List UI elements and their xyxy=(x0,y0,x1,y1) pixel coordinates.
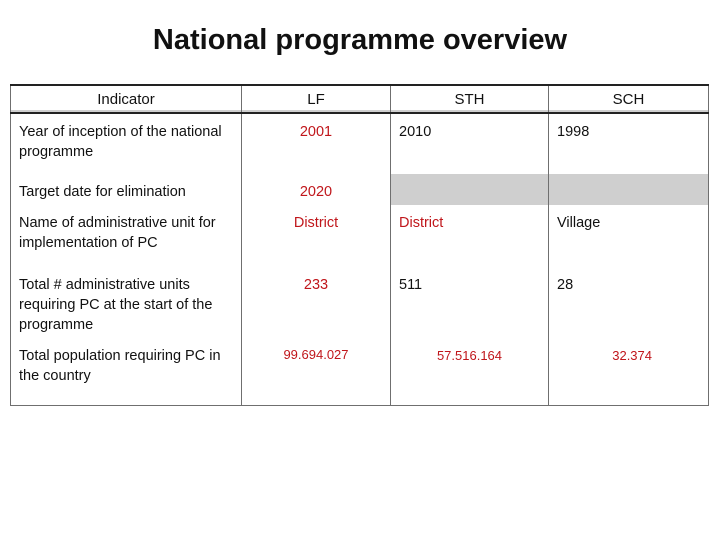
sch-cell: 32.374 xyxy=(549,338,709,405)
header-sch: SCH xyxy=(549,85,709,113)
sth-cell: 2010 xyxy=(391,113,549,174)
table-row xyxy=(11,338,709,405)
table-row xyxy=(11,174,709,205)
lf-cell: 2001 xyxy=(242,113,391,174)
table-row xyxy=(11,267,709,338)
table-row xyxy=(11,113,709,174)
lf-cell: 2020 xyxy=(242,174,391,205)
sth-cell: 511 xyxy=(391,267,549,338)
sth-cell-shaded xyxy=(391,174,549,205)
header-lf: LF xyxy=(242,85,391,113)
sth-cell: District xyxy=(391,205,549,267)
header-indicator: Indicator xyxy=(11,85,242,113)
sth-cell: 57.516.164 xyxy=(391,338,549,405)
indicator-cell: Year of inception of the national programme xyxy=(11,113,242,174)
indicator-cell: Total population requiring PC in the country xyxy=(11,338,242,405)
lf-cell: District xyxy=(242,205,391,267)
lf-cell: 233 xyxy=(242,267,391,338)
sch-cell: 1998 xyxy=(549,113,709,174)
sch-cell: Village xyxy=(549,205,709,267)
indicator-cell: Total # administrative units requiring PC at the start of the programme xyxy=(11,267,242,338)
header-sth: STH xyxy=(391,85,549,113)
table-row xyxy=(11,205,709,267)
overview-table xyxy=(10,84,709,406)
indicator-cell: Name of administrative unit for implementation of PC xyxy=(11,205,242,267)
lf-cell: 99.694.027 xyxy=(242,338,391,405)
indicator-cell: Target date for elimination xyxy=(11,174,242,205)
sch-cell: 28 xyxy=(549,267,709,338)
page-title: National programme overview xyxy=(152,24,568,56)
header-row xyxy=(11,85,709,113)
sch-cell-shaded xyxy=(549,174,709,205)
